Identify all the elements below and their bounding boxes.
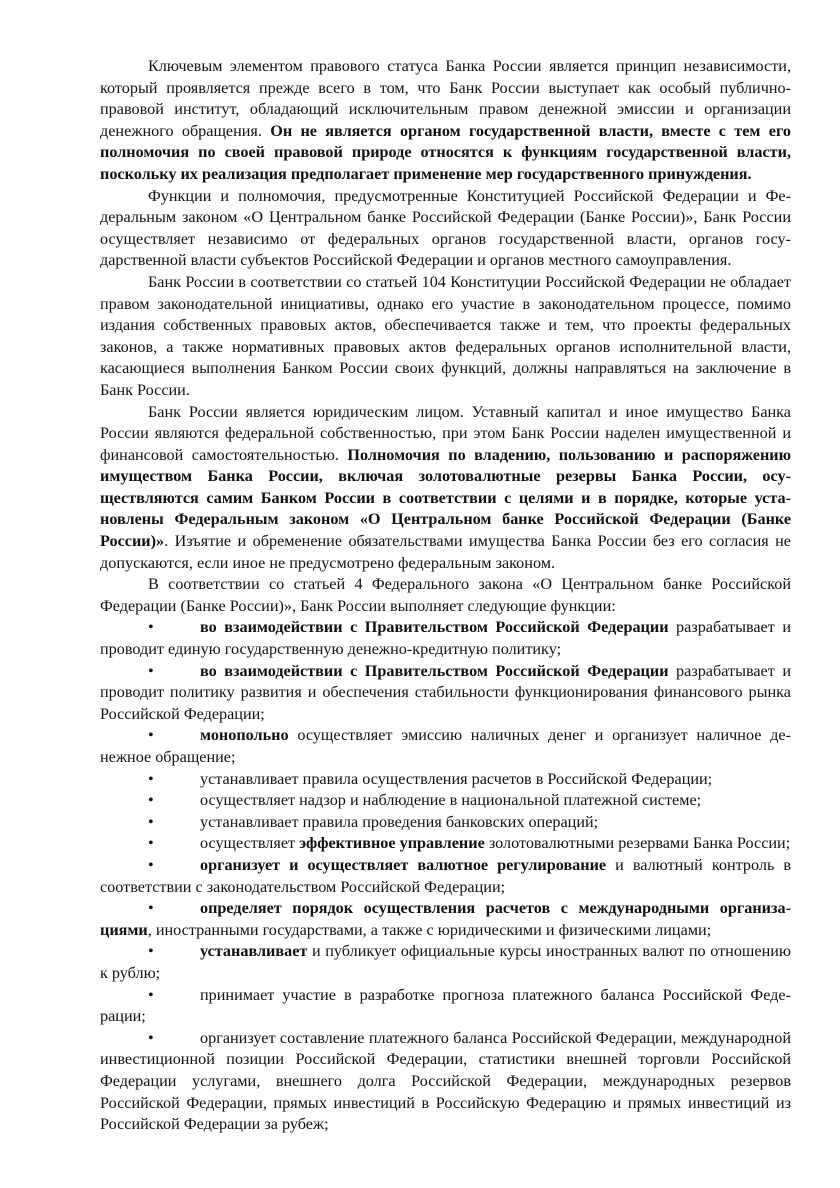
text-segment: устанавливает правила осуществления расчетов в Российской Федерации; (200, 769, 713, 788)
bold-text-segment: во взаимодействии с Правительством Российской Федерации (200, 618, 669, 637)
list-item (100, 898, 791, 941)
list-item (100, 661, 791, 726)
bullet-icon: • (148, 791, 154, 810)
text-segment: , иностранными государствами, а также с юридическими и физическими лицами; (147, 920, 712, 939)
text-segment: и публикует официальные курсы иностранных валют по отношению к рублю; (100, 942, 791, 982)
paragraph (100, 186, 791, 272)
bullet-icon: • (148, 618, 154, 637)
text-segment: Банк России является юридическим лицом. Уставный капитал и иное имущество Банка России являются федеральной собственностью, при этом Банк России наделен имущественной и финансовой самостоятельностью. (100, 402, 791, 464)
paragraph (100, 574, 791, 617)
bullet-icon: • (148, 855, 154, 874)
bold-text-segment: определяет порядок осуществления расчетов с международными организациями (100, 899, 791, 939)
functions-list (100, 617, 791, 1135)
text-segment: Ключевым элементом правового статуса Банка России является принцип независимости, который проявляется прежде всего в том, что Банк России выступает как особый публично-правовой институт, обладающий исключительным правом денежной эмиссии и организации денежного обращения. (100, 57, 791, 140)
bullet-icon: • (148, 899, 154, 918)
bullet-icon: • (148, 985, 154, 1004)
bullet-icon: • (148, 661, 154, 680)
bold-text-segment: организует и осуществляет валютное регулирование (200, 855, 607, 874)
list-item (100, 725, 791, 768)
text-segment: золотовалютными резервами Банка России; (484, 834, 791, 853)
text-segment: Банк России в соответствии со статьей 104 Конституции Российской Федерации не обладает правом законодательной инициативы, однако его участие в законодательном процессе, помимо издания собственных правовых актов, обеспечивается также и тем, что проекты федеральных законов, а также нормативных правовых актов федеральных органов исполнительной власти, касающиеся выполнения Банком России своих функций, должны направляться на заключение в Банк России. (100, 272, 791, 399)
intro-paragraphs (100, 56, 791, 617)
bold-text-segment: во взаимодействии с Правительством Российской Федерации (200, 661, 669, 680)
document-page (100, 56, 791, 1136)
text-segment: разрабатывает и проводит единую государственную денежно-кредитную политику; (100, 618, 791, 659)
bold-text-segment: монопольно (200, 726, 289, 745)
bold-text-segment: эффективное управление (299, 834, 485, 853)
text-segment: осуществляет (200, 834, 300, 853)
list-item (100, 941, 791, 984)
list-item (100, 833, 791, 855)
text-segment: принимает участие в разработке прогноза платежного баланса Российской Федерации; (100, 985, 791, 1026)
bold-text-segment: Полномочия по владению, пользованию и распоряжению имуществом Банка России, включая золотовалютные резервы Банка России, осуществляются самим Банком России в соответствии с целями и в порядке, которые установлены Федеральным законом «О Центральном банке Российской Федерации (Банке России)» (100, 445, 791, 551)
bold-text-segment: устанавливает (200, 942, 308, 961)
list-item (100, 769, 791, 791)
text-segment: разрабатывает и проводит политику развития и обеспечения стабильности функционирования финансового рынка Российской Федерации; (100, 661, 791, 723)
text-segment: осуществляет эмиссию наличных денег и организует наличное денежное обращение; (100, 726, 791, 766)
list-item (100, 812, 791, 834)
paragraph (100, 272, 791, 402)
text-segment: организует составление платежного баланса Российской Федерации, международной инвестиционной позиции Российской Федерации, статистики внешней торговли Российской Федерации услугами, внешнего долга Российской Федерации, международных резервов Российской Федерации, прямых инвестиций в Российскую Федерацию и прямых инвестиций из Российской Федерации за рубеж; (100, 1028, 791, 1134)
list-item (100, 855, 791, 898)
list-item (100, 985, 791, 1028)
text-segment: и валютный контроль в соответствии с законодательством Российской Федерации; (100, 855, 791, 896)
bullet-icon: • (148, 1028, 154, 1047)
text-segment: осуществляет надзор и наблюдение в национальной платежной системе; (200, 791, 702, 810)
list-item (100, 617, 791, 660)
text-segment: устанавливает правила проведения банковских операций; (200, 812, 599, 831)
bullet-icon: • (148, 834, 154, 853)
bullet-icon: • (148, 812, 154, 831)
bold-text-segment: Он не является органом государственной власти, вместе с тем его полномочия по своей правовой природе относятся к функциям государственной власти, поскольку их реализация предполагает применение мер государственного принуждения. (100, 121, 791, 183)
text-segment: . Изъятие и обременение обязательствами имущества Банка России без его согласия не допускаются, если иное не предусмотрено федеральным законом. (100, 532, 791, 572)
bullet-icon: • (148, 726, 154, 745)
list-item (100, 790, 791, 812)
paragraph (100, 402, 791, 575)
paragraph (100, 56, 791, 186)
bullet-icon: • (148, 942, 154, 961)
list-item (100, 1028, 791, 1136)
text-segment: Функции и полномочия, предусмотренные Конституцией Российской Федерации и Федеральным законом «О Центральном банке Российской Федерации (Банке России)», Банк России осуществляет независимо от федеральных органов государственной власти, органов государственной власти субъектов Российской Федерации и органов местного самоуправления. (100, 186, 791, 270)
text-segment: В соответствии со статьей 4 Федерального закона «О Центральном банке Российской Федерации (Банке России)», Банк России выполняет следующие функции: (100, 575, 791, 615)
bullet-icon: • (148, 769, 154, 788)
